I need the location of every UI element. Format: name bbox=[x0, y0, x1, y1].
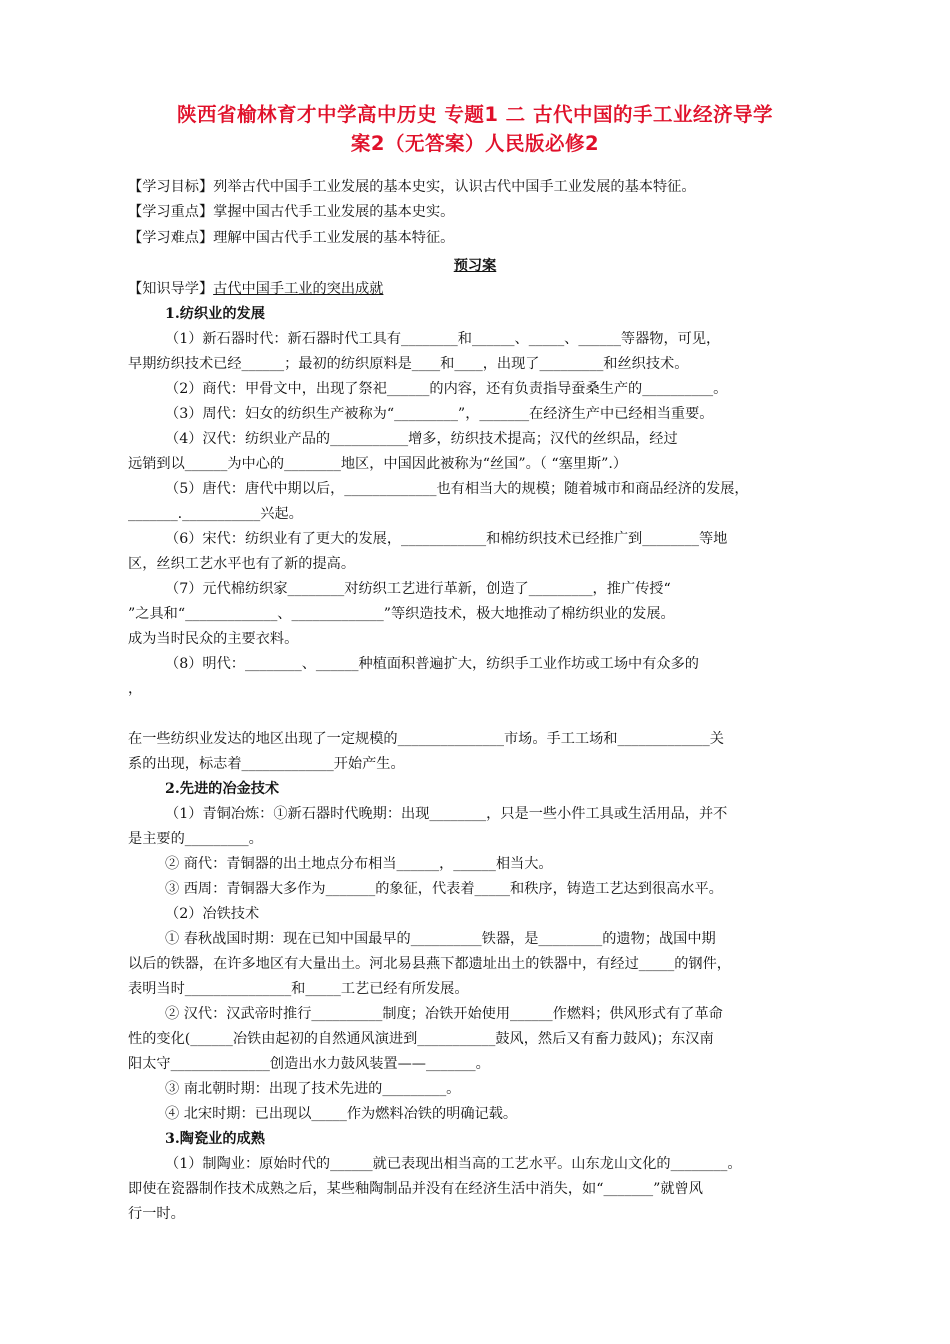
text-line: 即使在瓷器制作技术成熟之后，某些釉陶制品并没有在经济生活中消失，如“_______”就曾风 bbox=[128, 1181, 703, 1197]
text-line: _______.___________兴起。 bbox=[128, 506, 303, 522]
text-line: 性的变化(______冶铁由起初的自然通风演进到___________鼓风，然后又有畜力鼓风)；东汉南 bbox=[128, 1031, 714, 1047]
section-heading: 预习案 bbox=[453, 258, 497, 274]
doc-title-line2: 案2（无答案）人民版必修2 bbox=[350, 132, 600, 155]
text-line: ”之具和“_____________、_____________”等织造技术，极大地推动了棉纺织业的发展。 bbox=[128, 606, 675, 622]
text-line: （4）汉代：纺织业产品的___________增多，纺织技术提高；汉代的丝织品，经过 bbox=[165, 431, 678, 447]
text-line: 成为当时民众的主要衣料。 bbox=[128, 631, 299, 647]
text-line: ② 商代：青铜器的出土地点分布相当______，______相当大。 bbox=[165, 856, 553, 872]
learning-objective: 【学习目标】列举古代中国手工业发展的基本史实，认识古代中国手工业发展的基本特征。 bbox=[128, 179, 696, 195]
text-line: （2）冶铁技术 bbox=[165, 906, 260, 922]
text-line: （1）新石器时代：新石器时代工具有________和______、_____、______等器物，可见， bbox=[165, 331, 721, 347]
text-line: 以后的铁器，在许多地区有大量出土。河北易县燕下都遗址出土的铁器中，有经过_____的钢件， bbox=[128, 956, 731, 972]
text-line: 表明当时_______________和_____工艺已经有所发展。 bbox=[128, 981, 469, 997]
text-line: ④ 北宋时期：已出现以_____作为燃料冶铁的明确记载。 bbox=[165, 1106, 518, 1122]
text-line: 系的出现，标志着_____________开始产生。 bbox=[128, 756, 405, 772]
heading-ceramics: 3.陶瓷业的成熟 bbox=[165, 1131, 265, 1147]
learning-focus: 【学习重点】掌握中国古代手工业发展的基本史实。 bbox=[128, 204, 455, 220]
text-line: （3）周代：妇女的纺织生产被称为“_________”，_______在经济生产中已经相当重要。 bbox=[165, 406, 714, 422]
text-line: 是主要的_________。 bbox=[128, 831, 263, 847]
text-line: 区，丝织工艺水平也有了新的提高。 bbox=[128, 556, 356, 572]
heading-metallurgy: 2.先进的冶金技术 bbox=[165, 781, 280, 797]
text-line: ③ 西周：青铜器大多作为_______的象征，代表着_____和秩序，铸造工艺达到很高水平。 bbox=[165, 881, 723, 897]
text-line: （6）宋代：纺织业有了更大的发展，____________和棉纺织技术已经推广到________等地 bbox=[165, 531, 728, 547]
text-line: （1）制陶业：原始时代的______就已表现出相当高的工艺水平。山东龙山文化的________。 bbox=[165, 1156, 742, 1172]
learning-difficulty: 【学习难点】理解中国古代手工业发展的基本特征。 bbox=[128, 230, 455, 246]
doc-title-line1: 陕西省榆林育才中学高中历史 专题1 二 古代中国的手工业经济导学 bbox=[177, 103, 773, 126]
guide-label: 【知识导学】 bbox=[128, 281, 214, 297]
text-line: 阳太守______________创造出水力鼓风装置——_______。 bbox=[128, 1056, 490, 1072]
text-line: （8）明代：________、______种植面积普遍扩大，纺织手工业作坊或工场中有众多的 bbox=[165, 656, 699, 672]
text-line: ， bbox=[128, 681, 143, 697]
text-line: （1）青铜冶炼：①新石器时代晚期：出现________，只是一些小件工具或生活用品，并不 bbox=[165, 806, 728, 822]
text-line: 远销到以______为中心的________地区，中国因此被称为“丝国”。（ “塞里斯”.） bbox=[128, 456, 628, 472]
text-line: （5）唐代：唐代中期以后，_____________也有相当大的规模；随着城市和商品经济的发展， bbox=[165, 481, 749, 497]
text-line: ① 春秋战国时期：现在已知中国最早的__________铁器，是_________的遗物；战国中期 bbox=[165, 931, 716, 947]
text-line: （2）商代：甲骨文中，出现了祭祀______的内容，还有负责指导蚕桑生产的__________。 bbox=[165, 381, 728, 397]
heading-textile: 1.纺织业的发展 bbox=[165, 306, 265, 322]
text-line: ③ 南北朝时期：出现了技术先进的_________。 bbox=[165, 1081, 461, 1097]
guide-topic: 古代中国手工业的突出成就 bbox=[213, 281, 384, 297]
text-line: 早期纺织技术已经______；最初的纺织原料是____和____，出现了_________和丝织技术。 bbox=[128, 356, 689, 372]
text-line: （7）元代棉纺织家________对纺织工艺进行革新，创造了_________，推广传授“ bbox=[165, 581, 671, 597]
text-line: 行一时。 bbox=[128, 1206, 185, 1222]
text-line: 在一些纺织业发达的地区出现了一定规模的_______________市场。手工工场和_____________关 bbox=[128, 731, 724, 747]
text-line: ② 汉代：汉武帝时推行__________制度；冶铁开始使用______作燃料；供风形式有了革命 bbox=[165, 1006, 723, 1022]
knowledge-guide bbox=[128, 279, 383, 299]
